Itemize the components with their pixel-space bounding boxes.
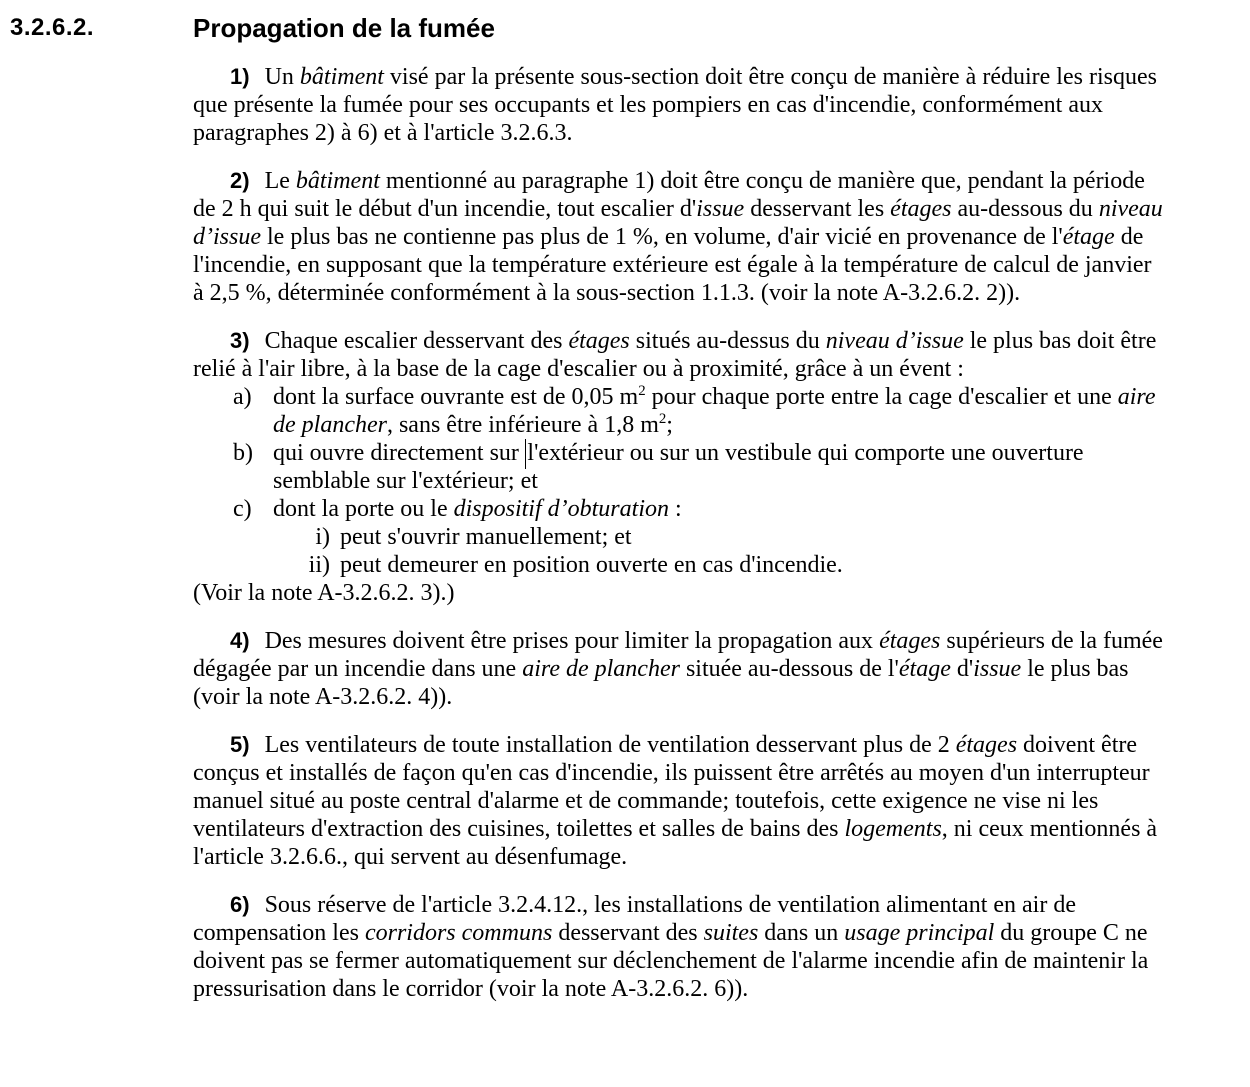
list-marker: a): [233, 384, 252, 410]
paragraph-number: 5): [230, 732, 250, 757]
defined-term: étages: [955, 732, 1018, 758]
defined-term: niveau d’issue: [825, 328, 964, 354]
paragraph-3: [193, 327, 1165, 383]
list-item-text: [340, 523, 1165, 551]
list-marker: c): [233, 496, 252, 522]
defined-term: étage: [898, 656, 951, 682]
text-run: au-dessous du: [951, 196, 1099, 222]
defined-term: étages: [568, 328, 630, 354]
defined-term: étages: [879, 628, 941, 654]
list-marker: i): [315, 524, 330, 550]
text-run: le plus bas (voir la note A-3.2.6.2. 4)).: [193, 656, 1129, 710]
list-marker: b): [233, 440, 253, 466]
article-number: 3.2.6.2.: [10, 14, 95, 41]
list-item-b: [233, 439, 1165, 495]
text-run: Le: [264, 168, 296, 194]
sublist-item-ii: [298, 551, 1165, 579]
paragraph-4: [193, 627, 1165, 711]
defined-term: issue: [973, 656, 1022, 682]
text-run: mentionné au paragraphe 1) doit être conçu de manière que, pendant la période de 2 h qui suit le début d'un incendie, tout escalier d': [193, 168, 1145, 222]
text-run: :: [668, 496, 682, 522]
text-run: situés au-dessus du: [629, 328, 826, 354]
paragraph-1: [193, 63, 1165, 147]
text-run: dont la porte ou le: [273, 496, 454, 522]
text-run: Les ventilateurs de toute installation de ventilation desservant plus de 2: [264, 732, 956, 758]
defined-term: issue: [696, 196, 745, 222]
text-run: peut s'ouvrir manuellement; et: [340, 524, 632, 550]
text-run: Des mesures doivent être prises pour limiter la propagation aux: [264, 628, 880, 654]
text-run: de l'incendie, en supposant que la température extérieure est égale à la température de calcul de janvier à 2,5 %, déterminée conformément à la sous-section 1.1.3. (voir la note A-3.2.6.2. 2)).: [193, 224, 1152, 306]
text-run: desservant les: [744, 196, 891, 222]
defined-term: étage: [1062, 224, 1115, 250]
text-run: Chaque escalier desservant des: [264, 328, 569, 354]
list-item-text: [273, 495, 1165, 523]
list-item-c: [233, 495, 1165, 523]
defined-term: étages: [890, 196, 952, 222]
text-run: dans un: [758, 920, 845, 946]
text-run: pour chaque porte entre la cage d'escalier et une: [645, 384, 1118, 410]
defined-term: suites: [703, 920, 759, 946]
text-run: supérieurs de la fumée dégagée par un incendie dans une: [193, 628, 1163, 682]
defined-term: niveau d’issue: [193, 196, 1163, 250]
defined-term: usage principal: [844, 920, 995, 946]
note-reference-3: [193, 579, 1165, 607]
text-run: doivent être conçus et installés de façon qu'en cas d'incendie, ils puissent être arrêtés au moyen d'un interrupteur manuel situé au poste central d'alarme et de commande; toutefois, cette exigence ne vise ni les ventilateurs d'extraction des cuisines, toilettes et salles de bains des: [193, 732, 1150, 842]
paragraph-2: [193, 167, 1165, 307]
text-run: le plus bas doit être relié à l'air libre, à la base de la cage d'escalier ou à proximité, grâce à un évent :: [193, 328, 1157, 382]
paragraph-number: 3): [230, 328, 250, 353]
text-run: Un: [264, 64, 300, 90]
text-run: dont la surface ouvrante est de 0,05 m: [273, 384, 639, 410]
text-run: l'extérieur ou sur un vestibule qui comporte une ouverture semblable sur l'extérieur; et: [273, 440, 1084, 494]
text-run: 2: [658, 411, 667, 427]
defined-term: bâtiment: [295, 168, 380, 194]
defined-term: logements: [844, 816, 942, 842]
list-item-a: [233, 383, 1165, 439]
list-item-text: [273, 439, 1165, 495]
text-run: ;: [666, 412, 673, 438]
defined-term: bâtiment: [299, 64, 384, 90]
text-run: située au-dessous de l': [679, 656, 899, 682]
paragraph-6: [193, 891, 1165, 1003]
text-run: le plus bas ne contienne pas plus de 1 %, en volume, d'air vicié en provenance de l': [261, 224, 1063, 250]
text-run: qui ouvre directement sur: [273, 440, 525, 466]
text-run: 2: [638, 383, 646, 399]
text-run: du groupe C ne doivent pas se fermer automatiquement sur déclenchement de l'alarme incendie afin de maintenir la pressurisation dans le corridor (voir la note A-3.2.6.2. 6)).: [193, 920, 1149, 1002]
defined-term: corridors communs: [364, 920, 553, 946]
text-run: (Voir la note A-3.2.6.2. 3).): [193, 580, 455, 606]
list-item-text: [273, 383, 1165, 439]
text-run: , sans être inférieure à 1,8 m: [386, 412, 659, 438]
text-run: desservant des: [552, 920, 704, 946]
text-run: , ni ceux mentionnés à l'article 3.2.6.6., qui servent au désenfumage.: [193, 816, 1158, 870]
page-title: Propagation de la fumée: [193, 13, 495, 43]
paragraph-number: 6): [230, 892, 250, 917]
list-marker: ii): [308, 552, 330, 578]
document-body: [193, 63, 1165, 1003]
text-run: Sous réserve de l'article 3.2.4.12., les installations de ventilation alimentant en air de compensation les: [193, 892, 1076, 946]
paragraph-number: 4): [230, 628, 250, 653]
defined-term: aire de plancher: [273, 384, 1156, 438]
defined-term: aire de plancher: [522, 656, 680, 682]
text-run: peut demeurer en position ouverte en cas d'incendie.: [340, 552, 843, 578]
paragraph-number: 1): [230, 64, 250, 89]
list-item-text: [340, 551, 1165, 579]
sublist-item-i: [298, 523, 1165, 551]
text-run: d': [950, 656, 974, 682]
defined-term: dispositif d’obturation: [453, 496, 669, 522]
paragraph-5: [193, 731, 1165, 871]
paragraph-number: 2): [230, 168, 250, 193]
text-run: visé par la présente sous-section doit être conçu de manière à réduire les risques que présente la fumée pour ses occupants et les pompiers en cas d'incendie, conformément aux paragraphes 2) à 6) et à l'article 3.2.6.3.: [193, 64, 1157, 146]
